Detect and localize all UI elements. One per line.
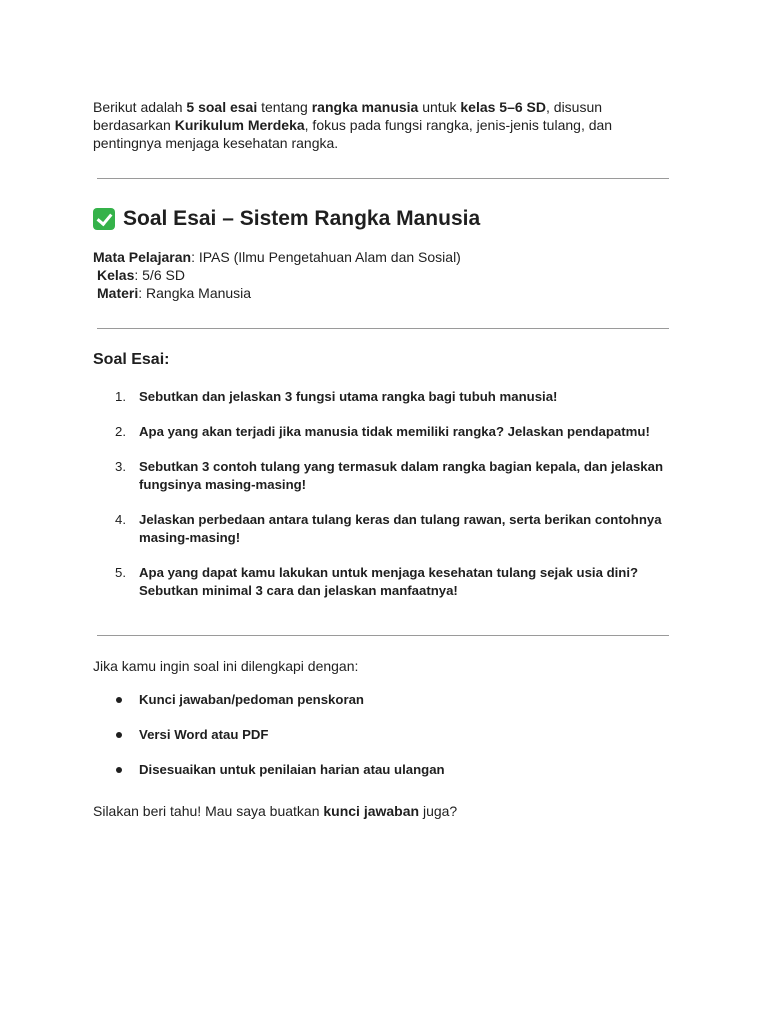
intro-bold-text: rangka manusia	[311, 99, 419, 115]
horizontal-divider	[97, 178, 669, 179]
question-text: Jelaskan perbedaan antara tulang keras dan tulang rawan, serta berikan contohnya masing-masing!	[139, 512, 662, 545]
topic-value: : Rangka Manusia	[138, 285, 252, 301]
closing-bold-text: kunci jawaban	[323, 803, 420, 819]
intro-bold-text: kelas 5–6 SD	[460, 99, 546, 115]
question-number: 2.	[115, 424, 126, 439]
page-title	[93, 206, 673, 232]
document-page	[93, 98, 673, 820]
bullet-icon	[116, 767, 122, 773]
bullet-icon	[116, 732, 122, 738]
horizontal-divider	[97, 328, 669, 329]
question-number: 4.	[115, 512, 126, 527]
question-text: Sebutkan dan jelaskan 3 fungsi utama rangka bagi tubuh manusia!	[139, 389, 558, 404]
option-text: Disesuaikan untuk penilaian harian atau ulangan	[139, 762, 445, 777]
intro-paragraph	[93, 98, 673, 152]
subject-value: : IPAS (Ilmu Pengetahuan Alam dan Sosial)	[191, 249, 461, 265]
question-text: Apa yang dapat kamu lakukan untuk menjaga kesehatan tulang sejak usia dini? Sebutkan minimal 3 cara dan jelaskan manfaatnya!	[139, 565, 639, 598]
intro-text: untuk	[418, 99, 461, 115]
option-list	[93, 691, 673, 779]
question-item	[93, 388, 673, 406]
page-title-text: Soal Esai – Sistem Rangka Manusia	[123, 207, 481, 230]
intro-text: Berikut adalah	[93, 99, 187, 115]
question-item	[93, 423, 673, 441]
closing-paragraph	[93, 802, 673, 820]
question-number: 1.	[115, 389, 126, 404]
subject-label: Mata Pelajaran	[93, 249, 192, 265]
intro-bold-text: 5 soal esai	[186, 99, 258, 115]
questions-heading: Soal Esai:	[93, 351, 170, 368]
closing-text: juga?	[419, 803, 458, 819]
question-number: 3.	[115, 459, 126, 474]
question-text: Sebutkan 3 contoh tulang yang termasuk dalam rangka bagian kepala, dan jelaskan fungsinya masing-masing!	[139, 459, 663, 492]
closing-text: Silakan beri tahu! Mau saya buatkan	[93, 803, 324, 819]
question-number: 5.	[115, 565, 126, 580]
class-label: Kelas	[97, 267, 135, 283]
subject-info	[93, 248, 673, 302]
option-text: Kunci jawaban/pedoman penskoran	[139, 692, 364, 707]
option-item	[93, 726, 673, 744]
intro-text: tentang	[257, 99, 312, 115]
intro-bold-text: Kurikulum Merdeka	[174, 117, 305, 133]
followup-text: Jika kamu ingin soal ini dilengkapi dengan:	[93, 658, 359, 674]
topic-row	[93, 284, 673, 302]
question-item	[93, 458, 673, 494]
question-list	[93, 388, 673, 600]
option-item	[93, 761, 673, 779]
check-icon	[93, 208, 115, 230]
class-value: : 5/6 SD	[134, 267, 185, 283]
bullet-icon	[116, 697, 122, 703]
subject-row	[93, 248, 673, 266]
class-row	[93, 266, 673, 284]
option-item	[93, 691, 673, 709]
question-text: Apa yang akan terjadi jika manusia tidak memiliki rangka? Jelaskan pendapatmu!	[139, 424, 650, 439]
topic-label: Materi	[97, 285, 139, 301]
option-text: Versi Word atau PDF	[139, 727, 269, 742]
question-item	[93, 511, 673, 547]
intro-text: , fokus pada fungsi rangka, jenis-jenis tulang, dan pentingnya menjaga kesehatan rangka.	[93, 117, 613, 151]
question-item	[93, 564, 673, 600]
intro-text: , disusun berdasarkan	[93, 99, 603, 133]
horizontal-divider	[97, 635, 669, 636]
